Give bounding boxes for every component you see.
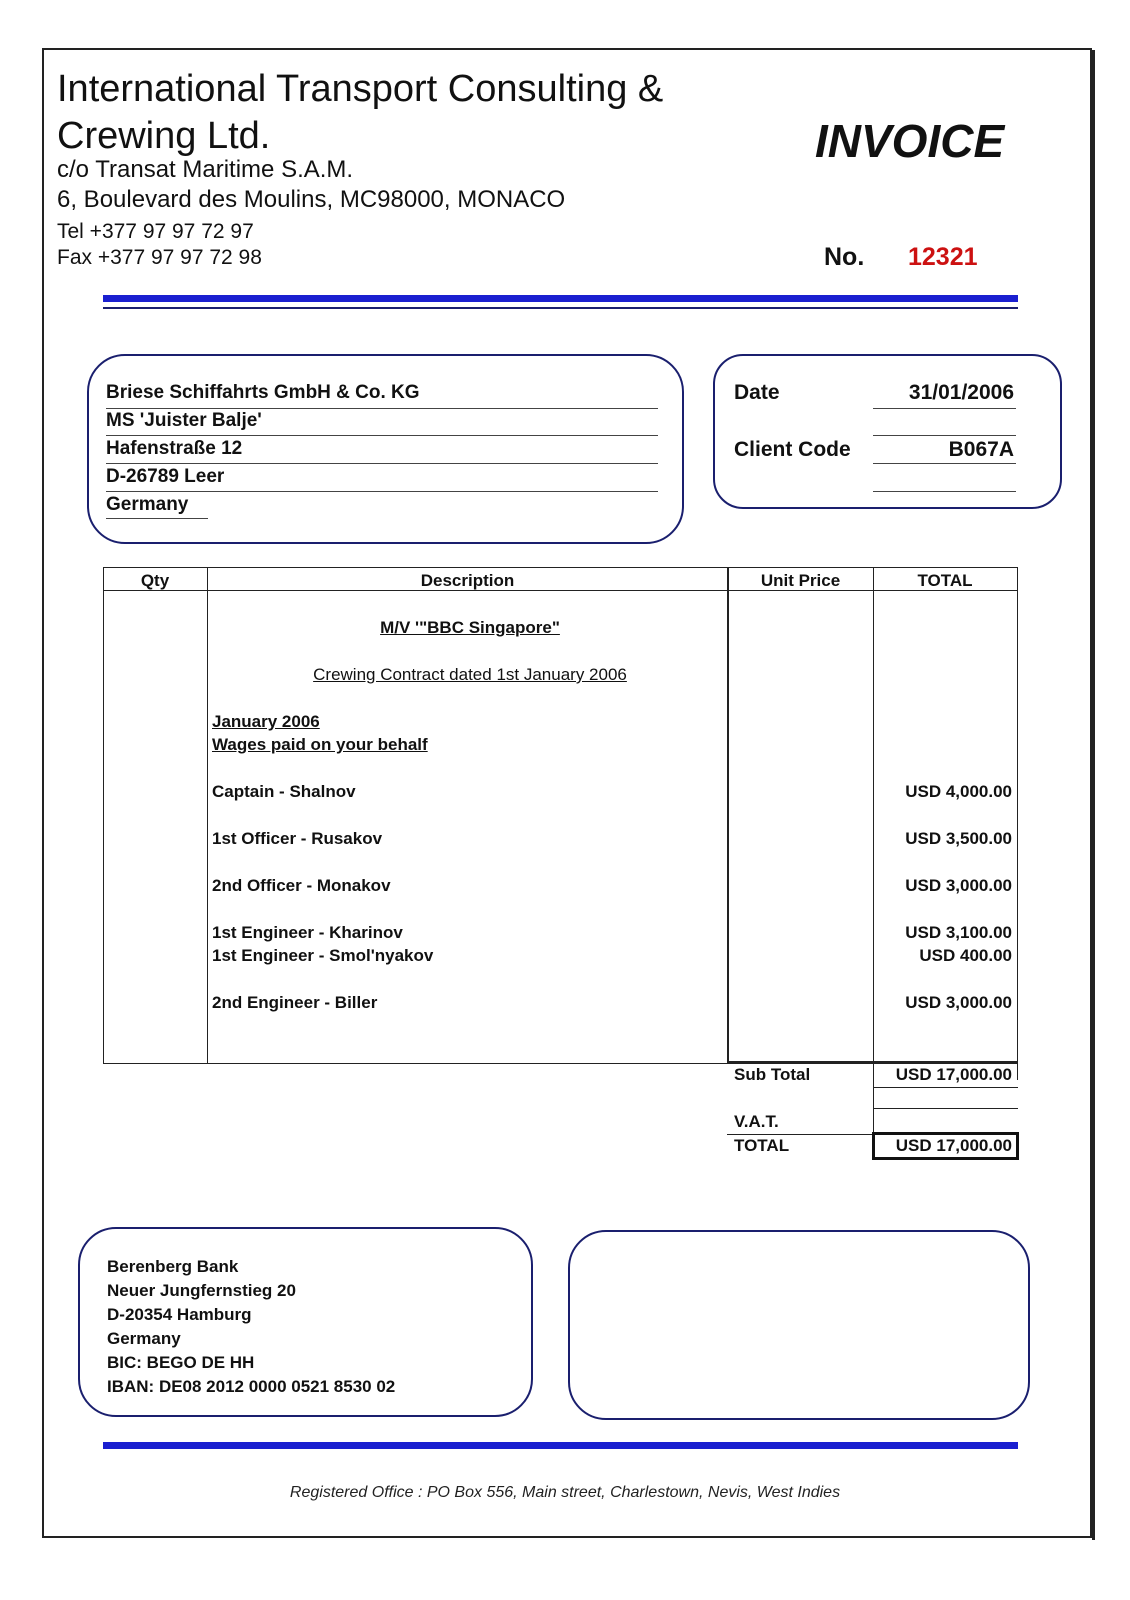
- registered-office: Registered Office : PO Box 556, Main street, Charlestown, Nevis, West Indies: [289, 1484, 841, 1501]
- table-col-divider: [727, 567, 729, 1064]
- header-rule-thin: [103, 307, 1018, 309]
- period-note: Wages paid on your behalf: [212, 735, 428, 754]
- line-item-description: 2nd Officer - Monakov: [212, 876, 391, 895]
- bank-bic: BIC: BEGO DE HH: [107, 1353, 255, 1372]
- footer-rule: [103, 1442, 1018, 1449]
- client-city: D-26789 Leer: [106, 466, 225, 487]
- date-label: Date: [734, 381, 780, 404]
- table-right-border: [1017, 567, 1018, 1080]
- vat-label: V.A.T.: [734, 1112, 779, 1131]
- line-item-total: USD 3,000.00: [905, 993, 1012, 1012]
- line-item-total: USD 3,100.00: [905, 923, 1012, 942]
- col-header-total: TOTAL: [917, 571, 973, 590]
- page-shadow: [1092, 50, 1095, 1540]
- company-name-line1: International Transport Consulting &: [57, 68, 664, 110]
- period-title: January 2006: [212, 712, 320, 731]
- line-item-description: 2nd Engineer - Biller: [212, 993, 378, 1012]
- line-item-total: USD 3,000.00: [905, 876, 1012, 895]
- col-header-unit-price: Unit Price: [760, 571, 841, 590]
- subtotal-value: USD 17,000.00: [895, 1065, 1012, 1084]
- invoice-date: 31/01/2006: [908, 381, 1014, 404]
- client-code-label: Client Code: [734, 438, 851, 461]
- client-company: Briese Schiffahrts GmbH & Co. KG: [106, 382, 420, 403]
- company-name: [57, 66, 663, 160]
- summary-rule: [873, 1087, 1018, 1088]
- total-label: TOTAL: [734, 1136, 790, 1155]
- client-line-rule: [106, 491, 658, 492]
- line-item-total: USD 400.00: [919, 946, 1012, 965]
- line-item-total: USD 3,500.00: [905, 829, 1012, 848]
- bank-name: Berenberg Bank: [107, 1257, 239, 1276]
- summary-rule: [873, 1108, 1018, 1109]
- invoice-number-label: No.: [824, 243, 865, 271]
- header-rule-thick: [103, 295, 1018, 302]
- line-item-description: 1st Engineer - Smol'nyakov: [212, 946, 434, 965]
- line-item-description: 1st Engineer - Kharinov: [212, 923, 403, 942]
- client-line-rule: [106, 518, 208, 519]
- care-of: c/o Transat Maritime S.A.M.: [57, 156, 354, 183]
- invoice-title: INVOICE: [815, 115, 1005, 167]
- bank-street: Neuer Jungfernstieg 20: [107, 1281, 296, 1300]
- contract-line: Crewing Contract dated 1st January 2006: [313, 665, 627, 684]
- table-col-divider: [207, 567, 208, 1064]
- empty-notes-box: [568, 1230, 1030, 1420]
- table-top-border: [103, 567, 1018, 568]
- grand-total-value: USD 17,000.00: [895, 1136, 1012, 1155]
- invoice-meta-box: [713, 354, 1062, 509]
- client-street: Hafenstraße 12: [106, 438, 243, 459]
- client-line-rule: [106, 408, 658, 409]
- client-vessel: MS 'Juister Balje': [106, 410, 262, 431]
- invoice-number: 12321: [908, 243, 978, 271]
- col-header-qty: Qty: [140, 571, 170, 590]
- subtotal-label: Sub Total: [734, 1065, 811, 1084]
- meta-rule: [873, 491, 1016, 492]
- client-country: Germany: [106, 494, 189, 515]
- bank-city: D-20354 Hamburg: [107, 1305, 252, 1324]
- line-item-total: USD 4,000.00: [905, 782, 1012, 801]
- meta-rule: [873, 408, 1016, 409]
- bank-country: Germany: [107, 1329, 181, 1348]
- table-left-border: [103, 567, 104, 1064]
- subtotal-top-rule: [727, 1061, 1018, 1064]
- vessel-title: M/V '"BBC Singapore": [380, 618, 560, 637]
- company-name-line2: Crewing Ltd.: [57, 115, 271, 157]
- col-header-description: Description: [420, 571, 515, 590]
- sender-tel: Tel +377 97 97 72 97: [57, 220, 254, 243]
- client-line-rule: [106, 435, 658, 436]
- client-code: B067A: [948, 438, 1014, 461]
- sender-fax: Fax +377 97 97 72 98: [57, 246, 262, 269]
- meta-rule: [873, 463, 1016, 464]
- summary-rule: [727, 1134, 874, 1135]
- table-bottom-border: [103, 1063, 728, 1064]
- meta-rule: [873, 435, 1016, 436]
- line-item-description: Captain - Shalnov: [212, 782, 356, 801]
- client-line-rule: [106, 463, 658, 464]
- bank-iban: IBAN: DE08 2012 0000 0521 8530 02: [107, 1377, 396, 1396]
- line-item-description: 1st Officer - Rusakov: [212, 829, 383, 848]
- sender-address: 6, Boulevard des Moulins, MC98000, MONACO: [57, 186, 566, 213]
